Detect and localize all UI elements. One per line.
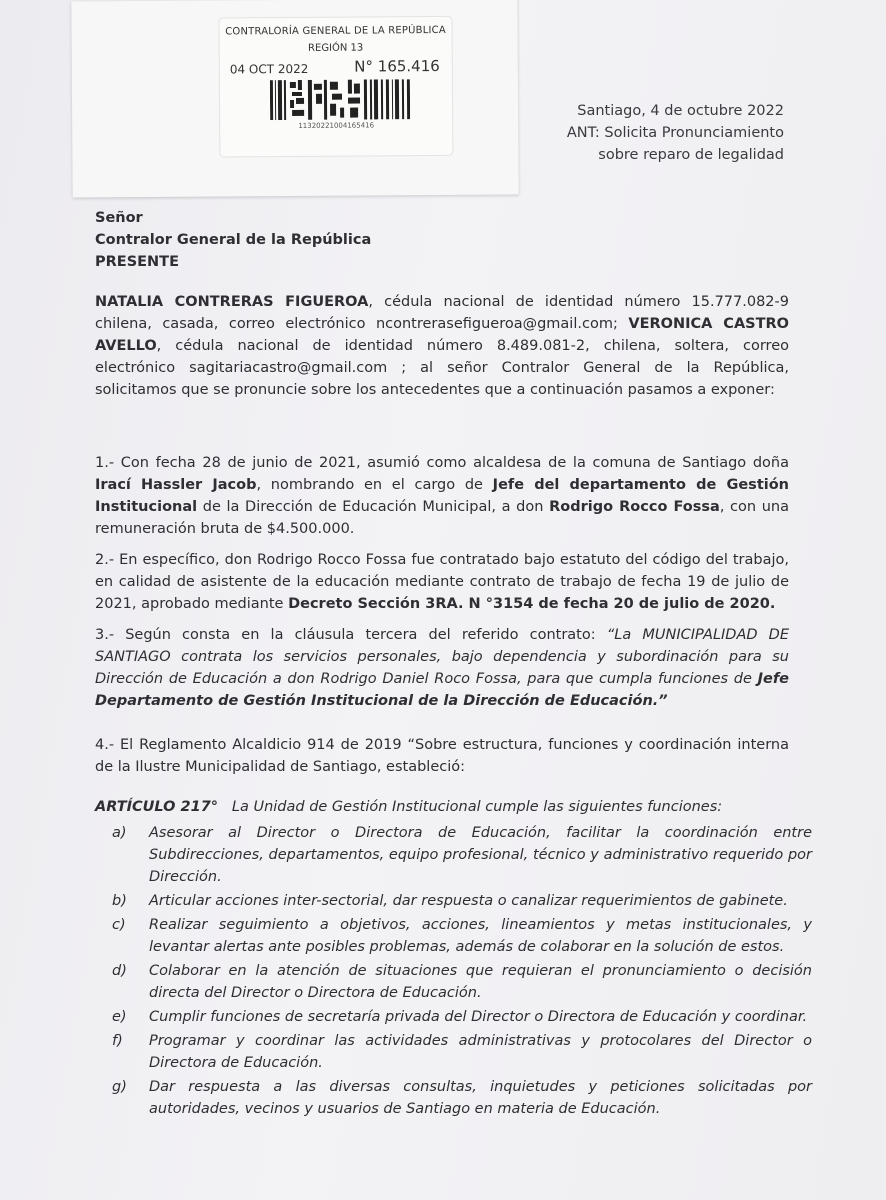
- item-text: Dar respuesta a las diversas consultas, inquietudes y peticiones solicitadas por autoridades, vecinos y usuarios de Santiago en materia de Educación.: [149, 1079, 812, 1117]
- item-letter: d): [112, 963, 127, 979]
- addressee-line-2: Contralor General de la República: [95, 232, 372, 248]
- p1-bold-3: Rodrigo Rocco Fossa: [549, 499, 720, 515]
- item-text: Colaborar en la atención de situaciones que requieran el pronunciamiento o decisión directa del Director o Directora de Educación.: [149, 963, 812, 1001]
- p3-bold-italic-1: Jefe Departamento de Gestión Institucional de la Dirección de Educación.”: [95, 671, 789, 709]
- item-letter: c): [112, 917, 126, 933]
- p2-bold-1: Decreto Sección 3RA. N °3154 de fecha 20 de julio de 2020.: [288, 596, 776, 612]
- p3-text-1: 3.- Según consta en la cláusula tercera del referido contrato:: [95, 627, 607, 643]
- item-letter: a): [112, 825, 127, 841]
- p1-bold-2: Jefe del departamento de Gestión Institucional: [95, 477, 790, 515]
- stamp-date: 04 OCT 2022: [229, 61, 309, 77]
- item-text: Articular acciones inter-sectorial, dar respuesta o canalizar requerimientos de gabinete.: [149, 893, 788, 909]
- item-letter: f): [112, 1033, 123, 1049]
- list-item: [112, 822, 812, 888]
- ant-line-1: ANT: Solicita Pronunciamiento: [566, 125, 784, 141]
- list-item: [112, 960, 812, 1004]
- requester-name-1: NATALIA CONTRERAS FIGUEROA: [95, 294, 369, 310]
- place-date: Santiago, 4 de octubre 2022: [577, 103, 784, 119]
- p1-text-3: de la Dirección de Educación Municipal, a don: [197, 499, 550, 515]
- item-letter: b): [112, 893, 127, 909]
- stamp-number: N° 165.416: [354, 56, 440, 76]
- paragraph-1: [95, 452, 789, 540]
- paragraph-4: [95, 734, 789, 778]
- stamp-barcode-code: 11320221004165416: [298, 121, 375, 130]
- stamp-institution: CONTRALORÍA GENERAL DE LA REPÚBLICA: [225, 24, 446, 38]
- intro-paragraph: [95, 291, 789, 401]
- article-number: ARTÍCULO 217°: [95, 799, 219, 815]
- p1-bold-1: Irací Hassler Jacob: [95, 477, 257, 493]
- item-text: Programar y coordinar las actividades administrativas y protocolares del Director o Directora de Educación.: [149, 1033, 812, 1071]
- addressee-block: [95, 207, 371, 273]
- p3-italic-1: “La MUNICIPALIDAD DE SANTIAGO contrata los servicios personales, bajo dependencia y subordinación para su Dirección de Educación a don Rodrigo Daniel Roco Fossa, para que cumpla funciones de: [95, 627, 789, 687]
- list-item: [112, 1076, 812, 1120]
- addressee-line-1: Señor: [95, 210, 143, 226]
- barcode-image: [270, 79, 410, 120]
- intro-text-1: , cédula nacional de identidad número 15.777.082-9 chilena, casada, correo electrónico ncontrerasefigueroa@gmail.com;: [95, 294, 789, 332]
- article-heading: [95, 796, 722, 818]
- p1-text-4: , con una remuneración bruta de $4.500.000.: [95, 499, 789, 537]
- p1-text-1: 1.- Con fecha 28 de junio de 2021, asumió como alcaldesa de la comuna de Santiago doña: [95, 455, 789, 471]
- ant-line-2: sobre reparo de legalidad: [598, 147, 784, 163]
- intro-text-2: , cédula nacional de identidad número 8.489.081-2, chilena, soltera, correo electrónico sagitariacastro@gmail.com ; al señor Contralor General de la República, solicitamos que se pronuncie sobre los antecedentes que a continuación pasamos a exponer:: [95, 338, 789, 398]
- article-item-list: [112, 822, 812, 1120]
- stamp-region: REGIÓN 13: [307, 42, 364, 54]
- list-item: [112, 890, 812, 912]
- item-text: Asesorar al Director o Directora de Educación, facilitar la coordinación entre Subdirecciones, departamentos, equipo profesional, técnico y administrativo requerido por Dirección.: [149, 825, 812, 885]
- p2-text-1: 2.- En específico, don Rodrigo Rocco Fossa fue contratado bajo estatuto del código del trabajo, en calidad de asistente de la educación mediante contrato de trabajo de fecha 19 de julio de 2021, aprobado mediante: [95, 552, 789, 612]
- letter-header: [560, 100, 784, 166]
- item-text: Realizar seguimiento a objetivos, acciones, lineamientos y metas institucionales, y levantar alertas ante posibles problemas, además de colaborar en la solución de estos.: [149, 917, 812, 955]
- list-item: [112, 1006, 812, 1028]
- addressee-line-3: PRESENTE: [95, 254, 179, 270]
- reception-stamp: [219, 17, 452, 157]
- stamp-card: [71, 0, 518, 198]
- p1-text-2: , nombrando en el cargo de: [256, 477, 493, 493]
- item-text: Cumplir funciones de secretaría privada del Director o Directora de Educación y coordinar.: [149, 1009, 808, 1025]
- requester-name-2: VERONICA CASTRO AVELLO: [95, 316, 789, 354]
- paragraph-3: [95, 624, 789, 712]
- item-letter: g): [112, 1079, 127, 1095]
- list-item: [112, 914, 812, 958]
- list-item: [112, 1030, 812, 1074]
- paragraph-2: [95, 549, 789, 615]
- p4-text-1: 4.- El Reglamento Alcaldicio 914 de 2019 “Sobre estructura, funciones y coordinación interna de la Ilustre Municipalidad de Santiago, estableció:: [95, 737, 789, 775]
- item-letter: e): [112, 1009, 127, 1025]
- article-intro: La Unidad de Gestión Institucional cumple las siguientes funciones:: [231, 799, 723, 815]
